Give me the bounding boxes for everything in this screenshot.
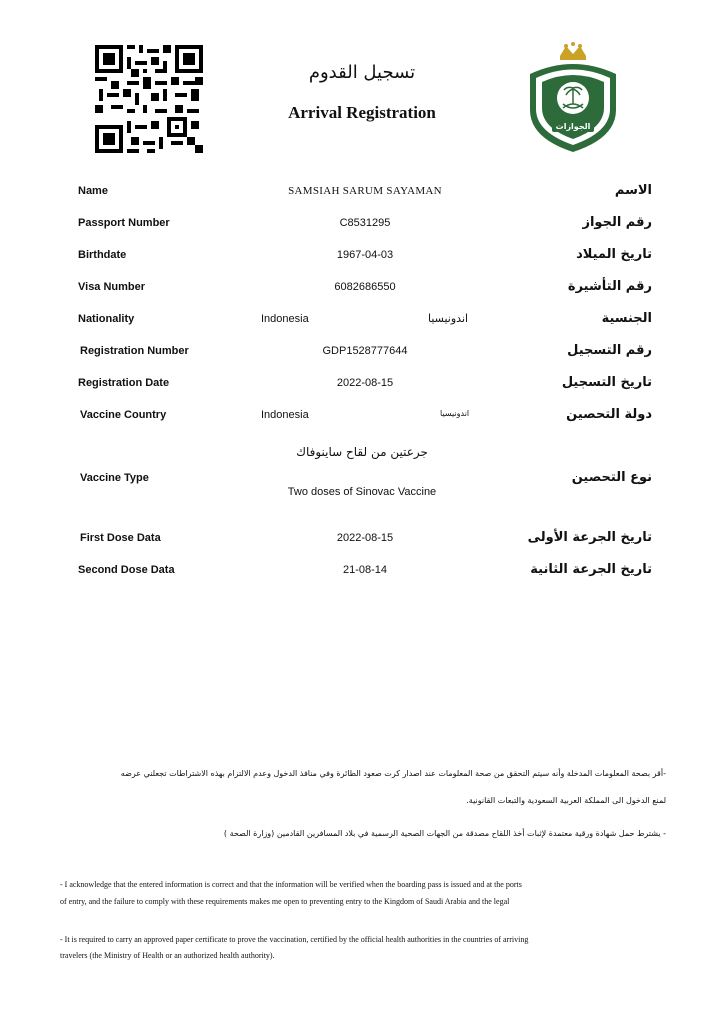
nationality-label-arabic: الجنسية xyxy=(601,311,652,326)
visa-label: Visa Number xyxy=(78,281,146,293)
name-label: Name xyxy=(78,185,108,197)
note-arabic-1-line-1: -أقر بصحة المعلومات المدخلة وأنه سيتم التحقق من صحة المعلومات عند اصدار كرت صعود الطائرة وفي منافذ الدخول وعدم الالتزام بهذه الاشتراطات تجعلني عرضه xyxy=(120,769,666,778)
birthdate-value: 1967-04-03 xyxy=(336,249,394,261)
birthdate-label: Birthdate xyxy=(78,249,127,261)
first-dose-label-arabic: تاريخ الجرعة الأولى xyxy=(527,530,652,545)
passport-label-arabic: رقم الجواز xyxy=(582,215,652,230)
nationality-value-arabic: اندونيسيا xyxy=(428,312,469,325)
second-dose-value: 21-08-14 xyxy=(342,564,388,576)
vaccine-country-label: Vaccine Country xyxy=(80,409,167,421)
vaccine-country-value: Indonesia xyxy=(261,409,309,421)
vaccine-type-label: Vaccine Type xyxy=(80,472,149,484)
registration-date-value: 2022-08-15 xyxy=(336,377,394,389)
vaccine-type-value: Two doses of Sinovac Vaccine xyxy=(287,486,437,498)
passport-label: Passport Number xyxy=(78,217,170,229)
registration-date-label: Registration Date xyxy=(78,377,170,389)
note-english-1-line-1: - I acknowledge that the entered information is correct and that the information will be verified when the boarding pass is issued and at the ports xyxy=(60,880,522,889)
first-dose-label: First Dose Data xyxy=(80,532,161,544)
note-arabic-1-line-2: لمنع الدخول الى المملكة العربية السعودية والتبعات القانونية. xyxy=(466,796,666,805)
nationality-value: Indonesia xyxy=(261,313,309,325)
birthdate-label-arabic: تاريخ الميلاد xyxy=(576,247,652,262)
registration-date-label-arabic: تاريخ التسجيل xyxy=(561,375,652,390)
page-title-arabic: تسجيل القدوم xyxy=(308,62,416,83)
note-arabic-2: - يشترط حمل شهادة ورقية معتمدة لإثبات أخذ اللقاح مصدقة من الجهات الصحية الرسمية في بلاد المسافرين القادمين (وزارة الصحة ) xyxy=(223,829,666,838)
second-dose-label: Second Dose Data xyxy=(78,564,175,576)
registration-number-label: Registration Number xyxy=(80,345,189,357)
logo-text: الجوازات xyxy=(555,122,591,131)
vaccine-country-value-arabic: اندونيسيا xyxy=(440,409,470,418)
vaccine-type-value-arabic: جرعتين من لقاح ساينوفاك xyxy=(296,445,428,459)
vaccine-type-label-arabic: نوع التحصين xyxy=(571,470,652,485)
visa-label-arabic: رقم التأشيرة xyxy=(567,279,652,294)
name-label-arabic: الاسم xyxy=(614,183,652,198)
note-english-2-line-2: travelers (the Ministry of Health or an authorized health authority). xyxy=(60,951,275,960)
passport-value: C8531295 xyxy=(339,217,391,229)
jawazat-emblem-icon xyxy=(522,42,624,154)
note-english-1-line-2: of entry, and the failure to comply with these requirements makes me open to preventing entry to the Kingdom of Saudi Arabia and the legal xyxy=(60,897,510,906)
visa-value: 6082686550 xyxy=(334,281,396,293)
registration-number-value: GDP1528777644 xyxy=(322,345,408,357)
page-title: Arrival Registration xyxy=(288,103,436,122)
second-dose-label-arabic: تاريخ الجرعة الثانية xyxy=(530,562,652,577)
first-dose-value: 2022-08-15 xyxy=(336,532,394,544)
name-value: SAMSIAH SARUM SAYAMAN xyxy=(288,185,442,197)
vaccine-country-label-arabic: دولة التحصين xyxy=(566,407,652,422)
registration-number-label-arabic: رقم التسجيل xyxy=(567,343,652,358)
note-english-2-line-1: - It is required to carry an approved paper certificate to prove the vaccination, certified by the official health authorities in the countries of arriving xyxy=(60,935,529,944)
nationality-label: Nationality xyxy=(78,313,135,325)
